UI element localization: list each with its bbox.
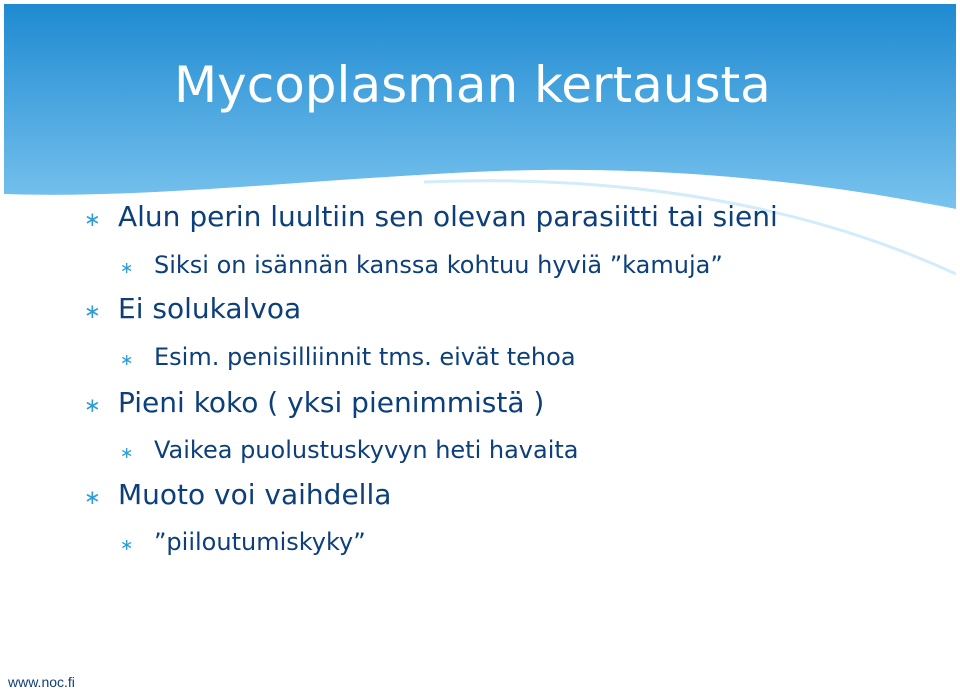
asterisk-icon: ∗ [84, 299, 101, 323]
bullet-subitem-host [120, 251, 723, 279]
asterisk-icon: ∗ [120, 535, 134, 554]
bullet-item-membrane [84, 292, 301, 325]
bullet-item-parasite [84, 200, 778, 233]
bullet-text: Pieni koko ( yksi pienimmistä ) [118, 386, 545, 419]
bullet-text: ”piiloutumiskyky” [154, 528, 366, 556]
bullet-text: Vaikea puolustuskyvyn heti havaita [154, 436, 579, 464]
asterisk-icon: ∗ [84, 485, 101, 509]
bullet-text: Alun perin luultiin sen olevan parasiitti tai sieni [118, 200, 778, 233]
bullet-text: Esim. penisilliinnit tms. eivät tehoa [154, 343, 576, 371]
footer-website: www.noc.fi [8, 674, 75, 690]
asterisk-icon: ∗ [120, 443, 134, 462]
bullet-item-size [84, 386, 544, 419]
slide-title: Mycoplasman kertausta [174, 56, 771, 114]
bullet-subitem-hiding [120, 528, 366, 556]
bullet-text: Muoto voi vaihdella [118, 478, 392, 511]
asterisk-icon: ∗ [120, 350, 134, 369]
bullet-subitem-penicillin [120, 343, 576, 371]
asterisk-icon: ∗ [84, 393, 101, 417]
bullet-subitem-immune [120, 436, 579, 464]
bullet-text: Siksi on isännän kanssa kohtuu hyviä ”kamuja” [154, 251, 723, 279]
asterisk-icon: ∗ [84, 207, 101, 231]
bullet-item-shape [84, 478, 391, 511]
bullet-text: Ei solukalvoa [118, 292, 302, 325]
slide [4, 4, 956, 676]
asterisk-icon: ∗ [120, 258, 134, 277]
bullet-list [4, 4, 956, 676]
